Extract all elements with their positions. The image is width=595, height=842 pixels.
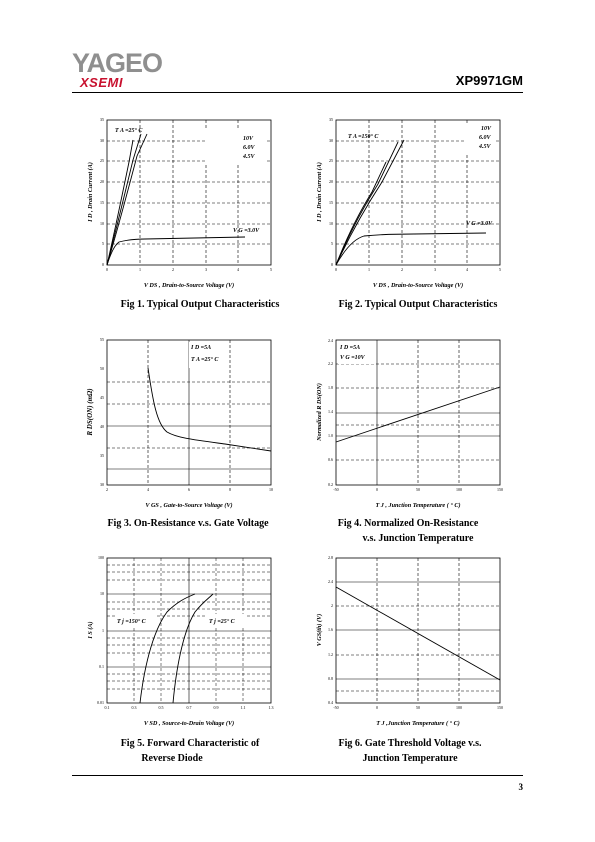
svg-text:35: 35 [100,117,104,122]
svg-text:1.4: 1.4 [328,409,333,414]
fig2-temp-label: T A =150° C [348,134,379,140]
fig2-caption: Fig 2. Typical Output Characteristics [338,299,498,310]
fig6-chart [314,550,514,730]
fig3-xlabel: V GS , Gate-to-Source Voltage (V) [145,502,233,509]
svg-text:0: 0 [376,705,378,710]
svg-text:-50: -50 [333,487,339,492]
fig3-temp: T A =25° C [191,357,219,363]
fig2-chart [314,112,514,292]
svg-text:2.2: 2.2 [328,361,333,366]
svg-text:0: 0 [335,267,337,272]
svg-text:35: 35 [329,117,333,122]
svg-text:2: 2 [401,267,403,272]
fig5-chart [85,550,285,730]
svg-text:3: 3 [434,267,436,272]
fig1-xlabel: V DS , Drain-to-Source Voltage (V) [143,282,235,289]
fig2-vgs3: V G =3.0V [466,221,493,227]
svg-text:150: 150 [497,487,503,492]
fig5-xlabel: V SD , Source-to-Drain Voltage (V) [143,720,235,727]
svg-text:25: 25 [329,158,333,163]
fig6-caption-1: Fig 6. Gate Threshold Voltage v.s. [338,738,482,749]
fig4-caption-2: v.s. Junction Temperature [362,533,474,544]
svg-text:50: 50 [100,366,104,371]
svg-text:6: 6 [188,487,190,492]
svg-text:0.1: 0.1 [99,664,104,669]
svg-text:2: 2 [106,487,108,492]
svg-text:45: 45 [100,395,104,400]
logo-xsemi: XSEMI [80,75,123,90]
svg-text:5: 5 [102,241,104,246]
svg-text:10: 10 [269,487,273,492]
svg-text:10: 10 [100,591,104,596]
footer-rule [72,775,523,776]
fig1-v45: 4.5V [243,154,255,160]
svg-text:100: 100 [456,705,462,710]
fig6-xlabel: T J ,Junction Temperature ( ° C) [376,720,460,727]
svg-text:0.01: 0.01 [97,700,104,705]
svg-text:5: 5 [499,267,501,272]
svg-text:2.4: 2.4 [328,579,333,584]
svg-text:2.8: 2.8 [328,555,333,560]
svg-text:2: 2 [331,603,333,608]
svg-text:1.6: 1.6 [328,627,333,632]
svg-text:1.8: 1.8 [328,385,333,390]
svg-text:0.4: 0.4 [328,700,333,705]
logo-yageo: YAGEO [72,48,163,78]
fig1-temp-label: T A =25° C [115,128,143,134]
svg-text:150: 150 [497,705,503,710]
svg-text:1.0: 1.0 [328,433,333,438]
svg-text:4: 4 [147,487,149,492]
fig1-ylabel: I D , Drain Current (A) [87,162,94,222]
svg-text:0.8: 0.8 [328,676,333,681]
svg-text:30: 30 [100,482,104,487]
svg-text:30: 30 [329,138,333,143]
svg-text:4: 4 [237,267,239,272]
svg-text:0: 0 [331,262,333,267]
svg-text:0: 0 [376,487,378,492]
fig4-ylabel: Normalized R DS(ON) [316,383,323,441]
svg-text:1: 1 [139,267,141,272]
svg-text:100: 100 [456,487,462,492]
svg-text:5: 5 [270,267,272,272]
page-number: 3 [518,782,523,792]
header-rule [72,92,523,93]
svg-text:20: 20 [100,179,104,184]
svg-text:1: 1 [102,628,104,633]
svg-text:3: 3 [205,267,207,272]
fig1-v6: 6.0V [243,145,255,151]
svg-text:8: 8 [229,487,231,492]
svg-text:1.2: 1.2 [328,652,333,657]
fig5-caption-1: Fig 5. Forward Characteristic of [120,738,260,749]
fig2-v10: 10V [481,126,492,132]
svg-text:2.4: 2.4 [328,338,333,343]
svg-text:1.3: 1.3 [268,705,274,710]
fig1-caption: Fig 1. Typical Output Characteristics [120,299,280,310]
fig2-v45: 4.5V [479,144,491,150]
svg-text:5: 5 [331,241,333,246]
fig3-chart [85,332,285,512]
svg-text:50: 50 [416,705,420,710]
svg-text:55: 55 [100,337,104,342]
fig4-xlabel: T J , Junction Temperature ( ° C) [375,502,461,509]
fig5-caption-2: Reverse Diode [141,753,203,764]
fig2-v6: 6.0V [479,135,491,141]
svg-text:0: 0 [106,267,108,272]
fig1-v10: 10V [243,136,254,142]
svg-text:0.2: 0.2 [328,482,333,487]
fig3-id: I D =5A [191,345,212,351]
fig5-t25: T j =25° C [209,619,235,625]
fig3-caption: Fig 3. On-Resistance v.s. Gate Voltage [107,518,269,529]
svg-text:10: 10 [329,221,333,226]
svg-text:1.1: 1.1 [240,705,246,710]
svg-text:1: 1 [368,267,370,272]
fig6-ylabel: V GS(th) (V) [316,613,323,647]
svg-text:100: 100 [98,555,104,560]
svg-text:50: 50 [416,487,420,492]
svg-text:4: 4 [466,267,468,272]
fig1-vgs3: V G =3.0V [233,228,260,234]
svg-text:0.6: 0.6 [328,457,333,462]
fig4-chart [314,332,514,512]
svg-text:0.5: 0.5 [158,705,164,710]
svg-text:0.7: 0.7 [186,705,192,710]
svg-text:0: 0 [102,262,104,267]
fig2-ylabel: I D , Drain Current (A) [316,162,323,222]
svg-text:0.1: 0.1 [104,705,110,710]
svg-text:10: 10 [100,221,104,226]
svg-text:0.9: 0.9 [213,705,219,710]
svg-text:2: 2 [172,267,174,272]
fig5-t150: T j =150° C [117,619,146,625]
svg-text:15: 15 [100,200,104,205]
svg-text:30: 30 [100,138,104,143]
fig4-id: I D =5A [340,345,361,351]
svg-text:20: 20 [329,179,333,184]
fig1-chart [85,112,285,292]
svg-text:35: 35 [100,453,104,458]
fig4-caption-1: Fig 4. Normalized On-Resistance [337,518,479,529]
svg-text:40: 40 [100,424,104,429]
fig5-ylabel: I S (A) [87,621,94,639]
svg-text:15: 15 [329,200,333,205]
svg-text:25: 25 [100,158,104,163]
part-number: XP9971GM [455,73,523,88]
svg-text:0.3: 0.3 [131,705,137,710]
fig6-caption-2: Junction Temperature [362,753,458,764]
fig4-vg: V G =10V [340,355,365,361]
fig3-ylabel: R DS(ON) (mΩ) [86,388,94,436]
svg-text:-50: -50 [333,705,339,710]
fig2-xlabel: V DS , Drain-to-Source Voltage (V) [372,282,464,289]
